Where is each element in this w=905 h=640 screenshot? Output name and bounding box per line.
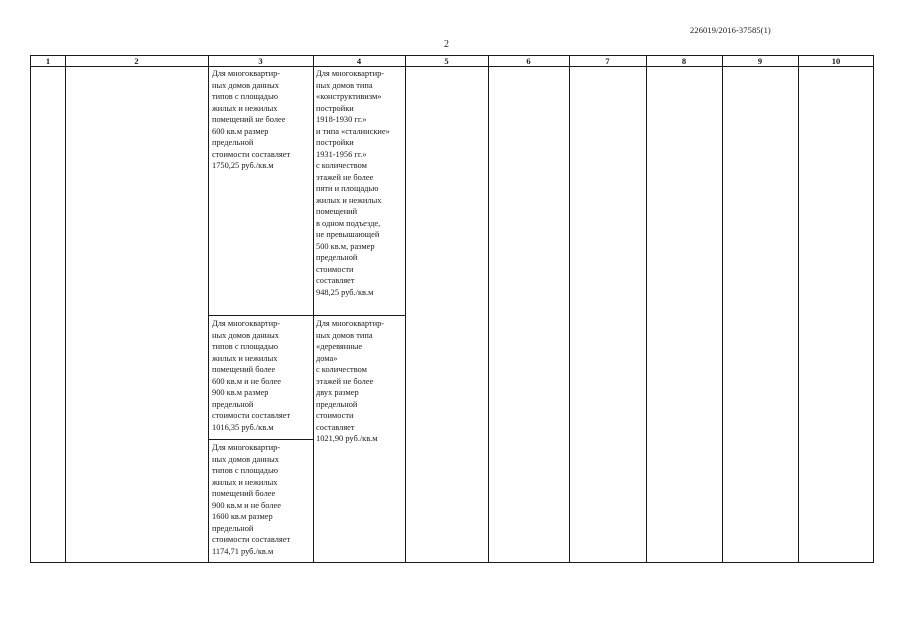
column-header: 7 [605,56,610,66]
column-divider [313,56,314,562]
column-header: 2 [134,56,139,66]
column-header: 10 [831,56,841,66]
column-header: 5 [444,56,449,66]
document-id: 226019/2016-37585(1) [690,25,771,35]
column-divider [208,56,209,562]
column-divider [65,56,66,562]
column-header: 6 [526,56,531,66]
column-divider [569,56,570,562]
cell-col4-row1: Для многоквартир- ных домов типа «конструктивизм» постройки 1918-1930 гг.» и типа «сталинские» постройки 1931-1956 гг.» с количеством этажей не более пяти и площадью жилых и нежилых помещений в одном подъезде, не превышающей 500 кв.м, размер предельной стоимости составляет 948,25 руб./кв.м [316,69,390,297]
column-header: 8 [681,56,687,66]
row-divider [208,439,313,440]
cell-col4-row2: Для многоквартир- ных домов типа «деревянные дома» с количеством этажей не более двух размер предельной стоимости составляет 1021,90 руб./кв.м [316,319,385,443]
column-header: 9 [757,56,763,66]
column-header: 4 [356,56,362,66]
cell-col3-row2: Для многоквартир- ных домов данных типов с площадью жилых и нежилых помещений более 600 кв.м и не более 900 кв.м размер предельной стоимости составляет 1016,35 руб./кв.м [212,319,291,432]
page-number: 2 [444,39,449,50]
cell-col3-row3: Для многоквартир- ных домов данных типов с площадью жилых и нежилых помещений более 900 кв.м и не более 1600 кв.м размер предельной стоимости составляет 1174,71 руб./кв.м [212,443,291,556]
column-header: 1 [45,56,51,66]
column-divider [488,56,489,562]
row-divider [208,315,405,316]
column-divider [798,56,799,562]
column-header: 3 [258,56,263,66]
column-divider [722,56,723,562]
column-divider [646,56,647,562]
cell-col3-row1: Для многоквартир- ных домов данных типов с площадью жилых и нежилых помещений не более 600 кв.м размер предельной стоимости составляет 1750,25 руб./кв.м [212,69,291,170]
data-table [30,55,874,563]
header-divider [31,66,873,67]
